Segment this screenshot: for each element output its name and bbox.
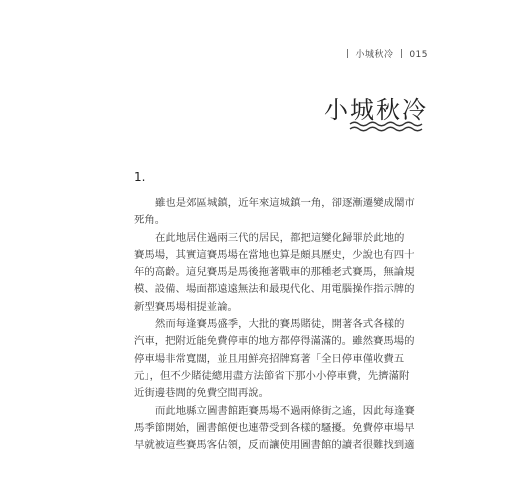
text-line: 新型賽馬場相提並論。	[134, 300, 238, 313]
body-text	[134, 195, 415, 454]
running-head-title: 小城秋冷	[355, 50, 394, 60]
text-line: 然而每逢賽馬盛季，大批的賽馬賭徒，開著各式各樣的	[155, 318, 405, 331]
paragraph-2	[134, 230, 415, 316]
text-line: 死角。	[134, 214, 166, 227]
running-head	[343, 47, 428, 60]
text-line: 停車場非常寬闊，並且用鮮亮招牌寫著「全日停車僅收費五	[134, 352, 405, 365]
text-line: 近街邊巷閭的免費空間再說。	[134, 387, 270, 400]
text-line: 年的高齡。這兒賽馬是馬後拖著戰車的那種老式賽馬，無論規	[134, 266, 415, 279]
text-line: 早就被這些賽馬客佔領，反而讓使用圖書館的讀者很難找到適	[134, 439, 415, 452]
text-line: 賽馬場，其實這賽馬場在當地也算是頗具歷史，少說也有四十	[134, 248, 415, 261]
text-line: 馬季節開始，圖書館便也連帶受到各樣的騷擾。免費停車場早	[134, 421, 415, 434]
text-line: 模、設備、場面都遠遠無法和最現代化、用電腦操作指示牌的	[134, 283, 415, 296]
text-line: 雖也是郊區城鎮，近年來這城鎮一角，卻逐漸遷變成鬧市	[155, 197, 415, 209]
text-line: 元」，但不少賭徒總用盡方法節省下那小小停車費，先擠滿附	[134, 369, 410, 382]
paragraph-4	[134, 403, 415, 455]
text-line: 而此地縣立圖書館距賽馬場不過兩條街之遙，因此每逢賽	[155, 404, 415, 417]
paragraph-1	[134, 195, 415, 230]
wave-ornament	[349, 120, 425, 132]
running-head-divider	[401, 49, 402, 58]
paragraph-3	[134, 316, 415, 402]
chapter-title: 小城秋冷	[324, 96, 428, 124]
text-line: 在此地居住過兩三代的居民，都把這變化歸罪於此地的	[155, 231, 405, 244]
section-number: 1.	[134, 170, 146, 184]
running-head-left-rule	[347, 49, 348, 58]
text-line: 汽車，把附近能免費停車的地方都停得滿滿的。雖然賽馬場的	[134, 335, 415, 348]
page-number: 015	[409, 50, 428, 60]
